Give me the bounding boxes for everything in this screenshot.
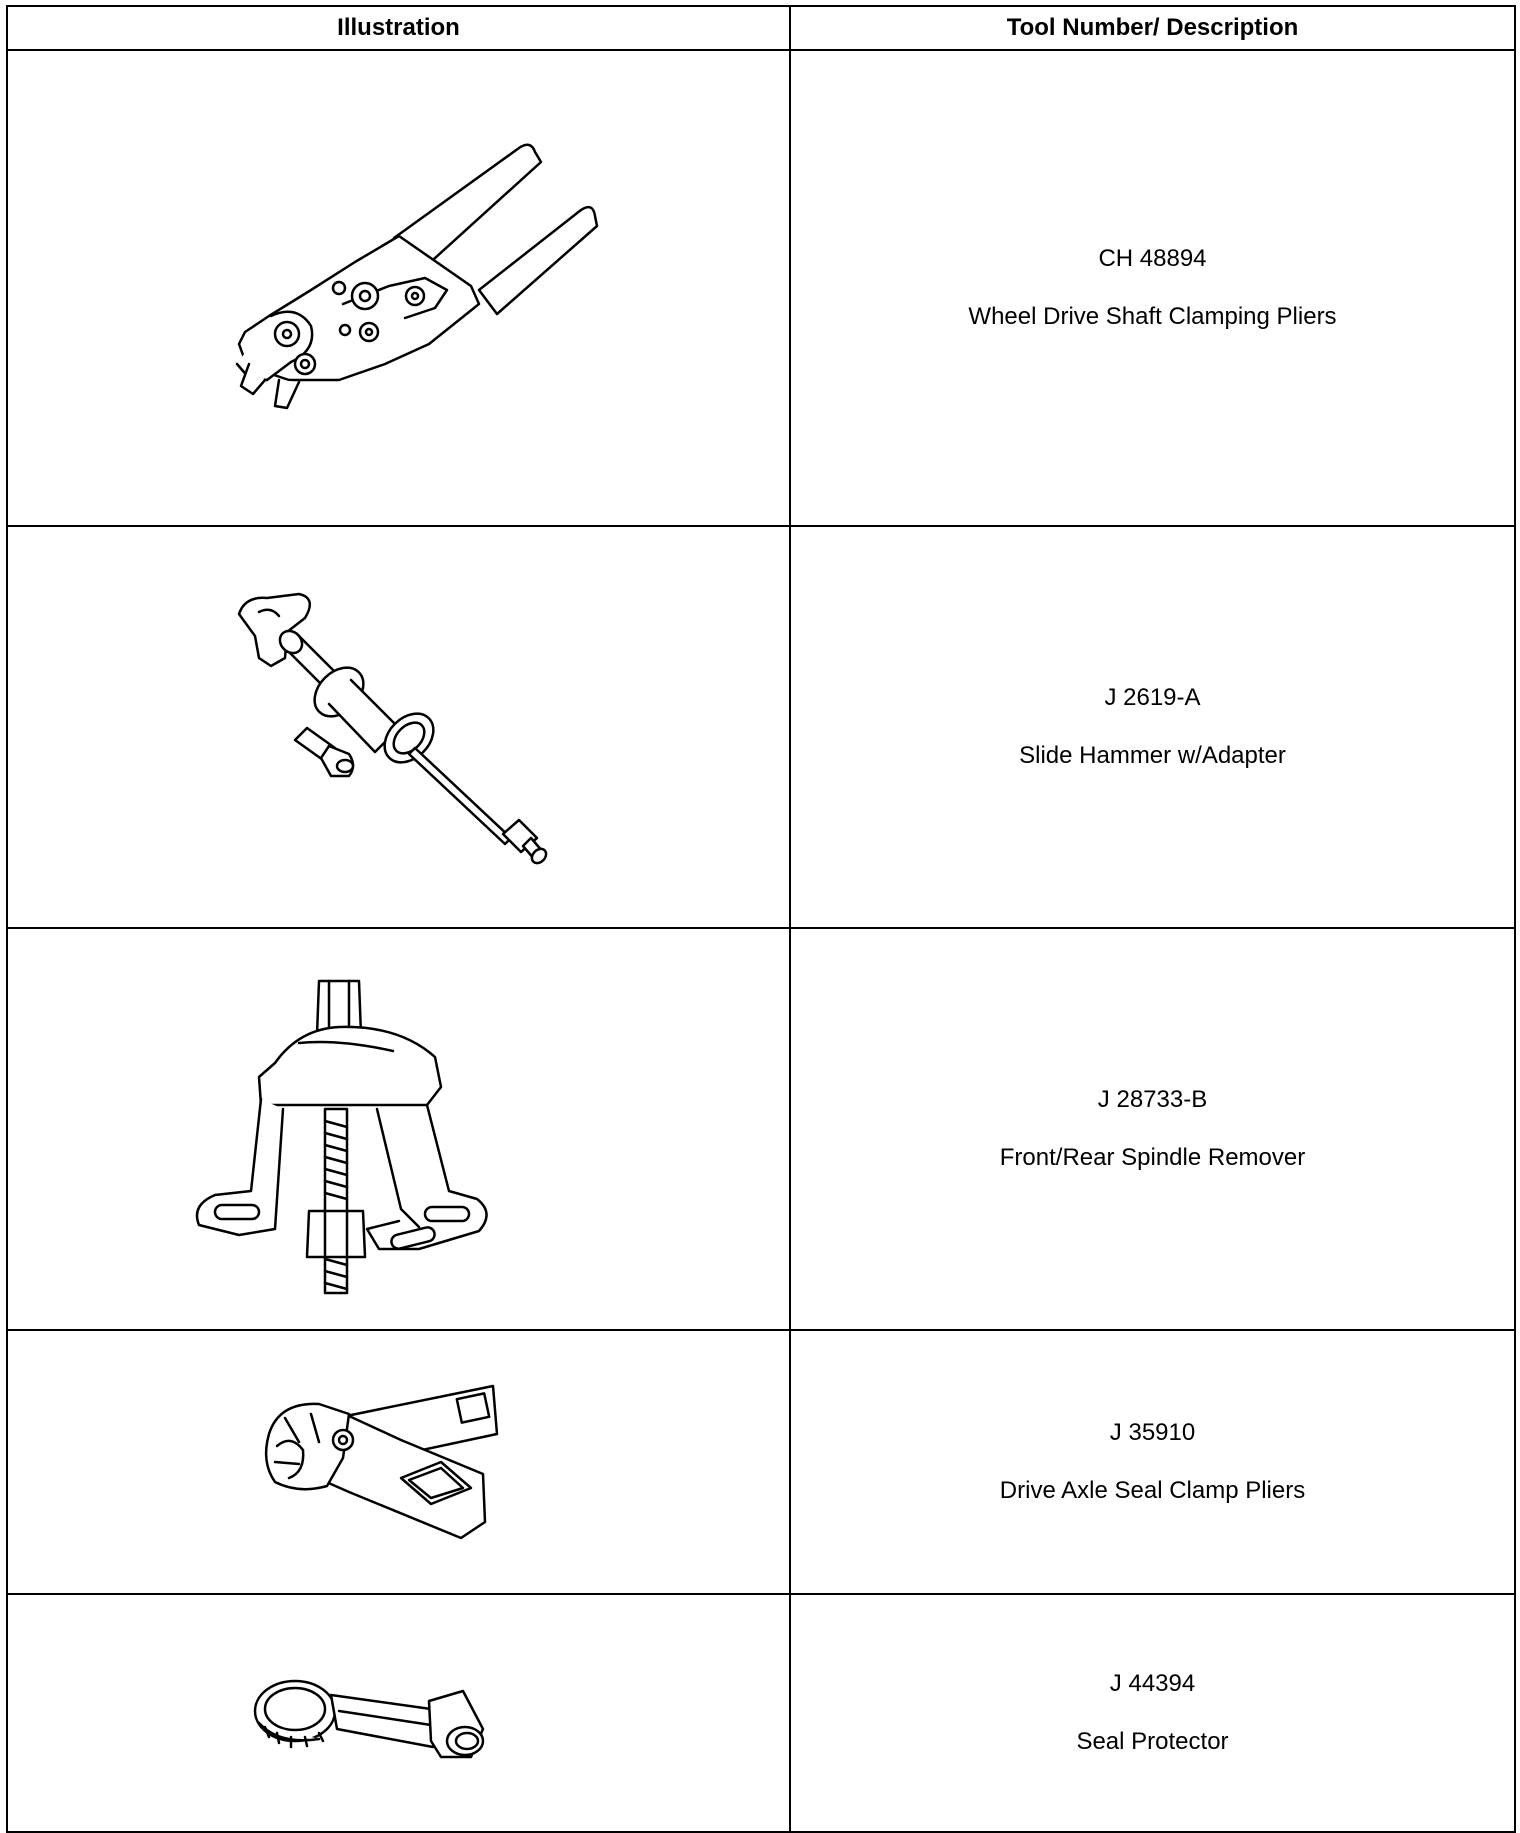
tool-name: Slide Hammer w/Adapter [1019,742,1286,769]
tool-description-header: Tool Number/ Description [790,6,1515,50]
tool-number: CH 48894 [1098,245,1207,272]
tool-description-cell [790,1330,1515,1594]
illustration-cell [7,526,790,928]
tool-description-cell [790,928,1515,1330]
tool-description-cell [790,1594,1515,1832]
tool-number: J 28733-B [1097,1086,1208,1113]
illustration-cell [7,928,790,1330]
tool-name: Drive Axle Seal Clamp Pliers [999,1477,1306,1504]
tool-name: Seal Protector [1076,1728,1229,1755]
special-tools-table [6,5,1516,1833]
tool-number: J 44394 [1109,1670,1196,1697]
seal-clamp-pliers-icon [179,1362,619,1562]
illustration-cell [7,1330,790,1594]
table-row [7,928,1515,1330]
table-row [7,526,1515,928]
header-row [7,6,1515,50]
clamping-pliers-icon [179,118,619,458]
slide-hammer-icon [179,562,619,892]
tool-name: Front/Rear Spindle Remover [999,1144,1306,1171]
illustration-cell [7,50,790,526]
illustration-cell [7,1594,790,1832]
table-row [7,1594,1515,1832]
tool-table-page [6,5,1514,1829]
tool-number: J 35910 [1109,1419,1196,1446]
tool-description-cell [790,50,1515,526]
seal-protector-icon [179,1633,619,1793]
tool-description-cell [790,526,1515,928]
illustration-header: Illustration [7,6,790,50]
tool-name: Wheel Drive Shaft Clamping Pliers [968,303,1337,330]
tool-number: J 2619-A [1104,684,1201,711]
table-row [7,1330,1515,1594]
table-row [7,50,1515,526]
spindle-remover-icon [179,959,619,1299]
